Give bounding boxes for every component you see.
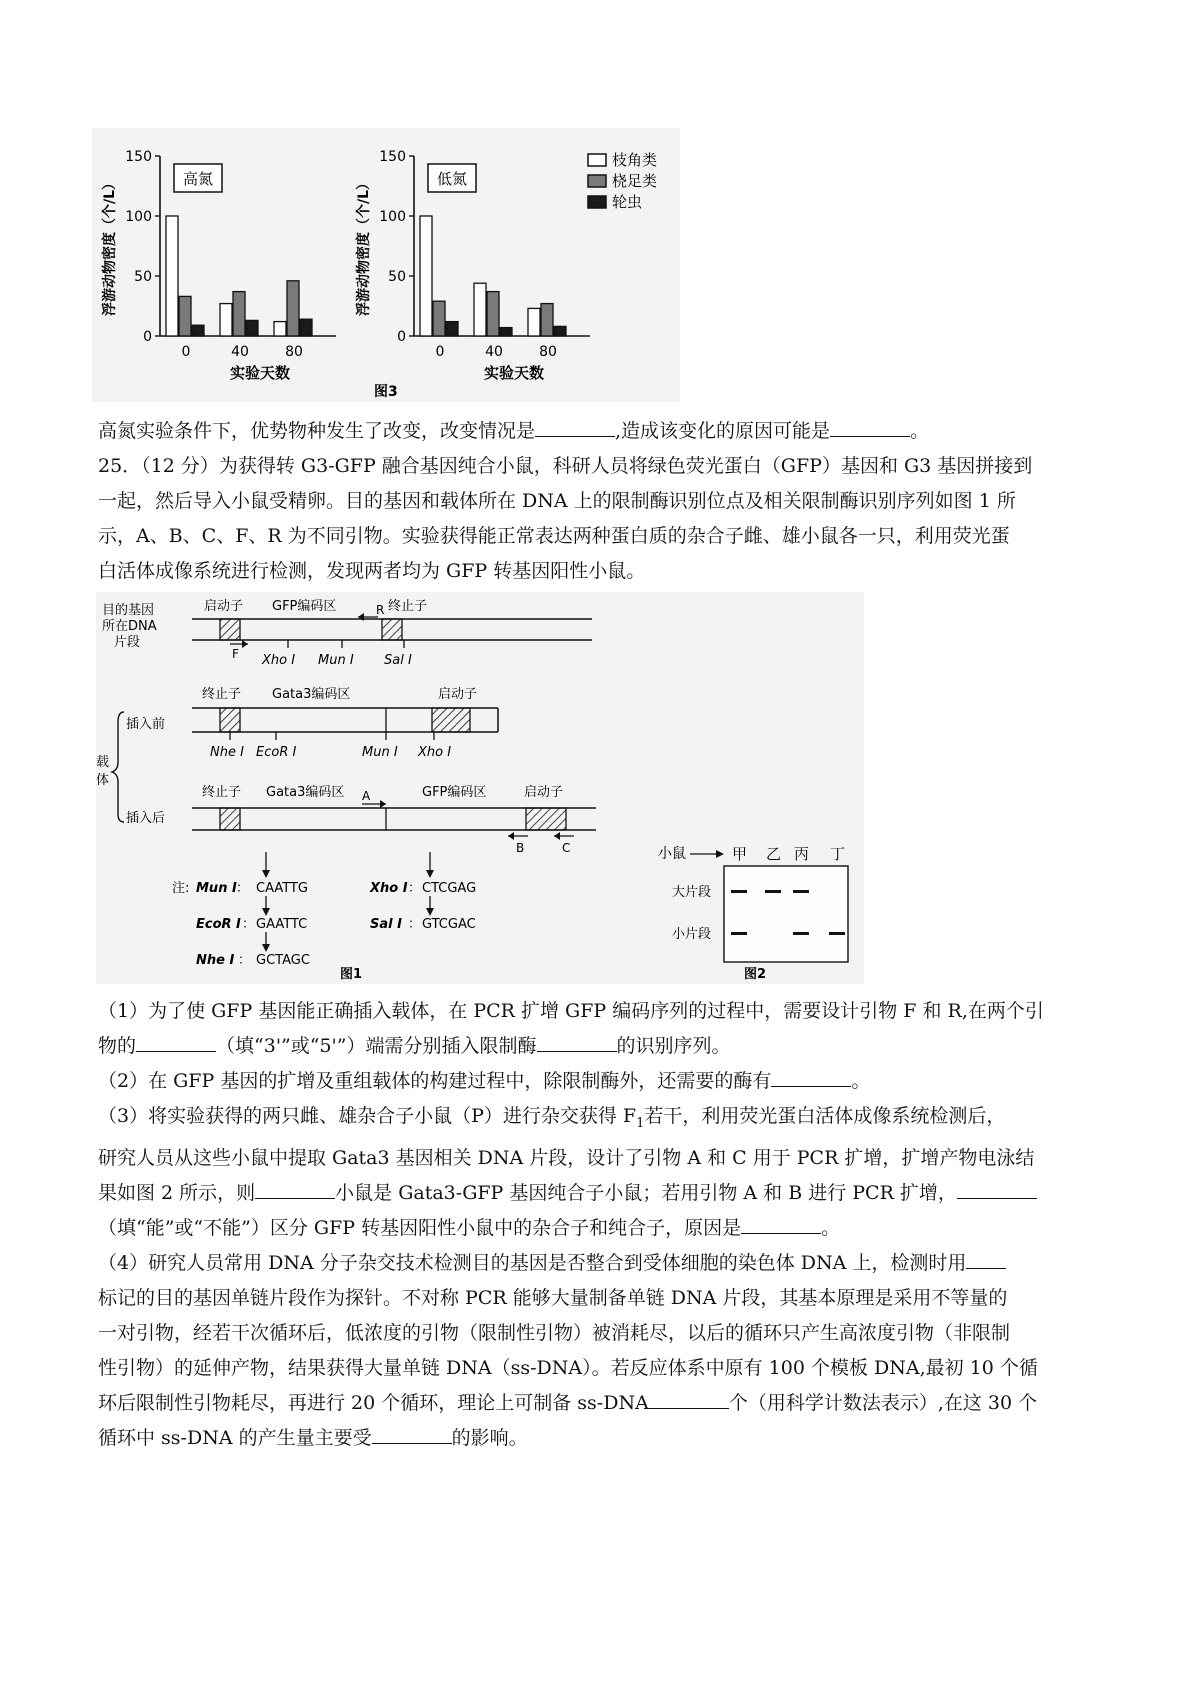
- q4-text: 标记的目的基因单链片段作为探针。不对称 PCR 能够大量制备单链 DNA 片段，其基本原理是采用不等量的: [98, 1286, 1008, 1309]
- terminator-label: 终止子: [202, 687, 242, 702]
- answer-blank[interactable]: [741, 1215, 821, 1234]
- q24-text-a: 高氮实验条件下，优势物种发生了改变，改变情况是: [98, 420, 536, 442]
- answer-blank[interactable]: [535, 418, 615, 437]
- y-tick-label: 100: [125, 209, 152, 225]
- q3-text: 果如图 2 所示，则: [98, 1181, 256, 1204]
- gel-band: [793, 932, 809, 935]
- promoter-label: 启动子: [204, 599, 244, 614]
- mouse-lane-3: 丙: [794, 845, 810, 863]
- q3-text: 小鼠是 Gata3-GFP 基因纯合子小鼠；若用引物 A 和 B 进行 PCR 扩增，: [335, 1181, 957, 1204]
- y-tick-label: 0: [397, 329, 406, 345]
- q3-text: 若干，利用荧光蛋白活体成像系统检测后，: [644, 1105, 1006, 1127]
- gata3-region-label: Gata3编码区: [266, 785, 345, 800]
- note-enzyme-nhe: Nhe Ⅰ: [196, 953, 235, 968]
- sequence-sal: GTCGAC: [422, 917, 476, 932]
- nhe-site-label: Nhe Ⅰ: [210, 745, 244, 760]
- sequence-eco: GAATTC: [256, 917, 308, 932]
- terminator-box: [220, 808, 240, 830]
- primer-r-arrow: [358, 613, 364, 621]
- terminator-box: [382, 619, 402, 640]
- promoter-box: [526, 808, 566, 830]
- sequence-mun: CAATTG: [256, 881, 308, 896]
- promoter-box: [432, 708, 470, 732]
- legend-swatch-3: [588, 196, 606, 208]
- x-axis-label: 实验天数: [229, 364, 291, 382]
- mouse-lane-1: 甲: [732, 845, 748, 863]
- question-25-intro: [98, 449, 1110, 589]
- terminator-label: 终止子: [388, 599, 428, 614]
- answer-blank[interactable]: [649, 1390, 729, 1409]
- answer-blank[interactable]: [136, 1033, 216, 1052]
- terminator-label: 终止子: [202, 785, 242, 800]
- mouse-lane-2: 乙: [766, 845, 782, 863]
- q1-text: （1）为了使 GFP 基因能正确插入载体，在 PCR 扩增 GFP 编码序列的过程中，需要设计引物 F 和 R,在两个引: [98, 1000, 1044, 1022]
- gel-band: [793, 890, 809, 893]
- bar: [474, 283, 486, 336]
- question-24-tail: [98, 414, 1110, 449]
- intro-line: 一起，然后导入小鼠受精卵。目的基因和载体所在 DNA 上的限制酶识别位点及相关限制酶识别序列如图 1 所: [98, 490, 1016, 512]
- chart-title: 低氮: [436, 170, 468, 188]
- promoter-label: 启动子: [438, 687, 478, 702]
- target-label-3: 片段: [114, 635, 141, 650]
- bar: [487, 292, 499, 336]
- bar: [220, 304, 232, 336]
- svg-text:：: ：: [408, 917, 422, 932]
- bar: [541, 304, 553, 336]
- gfp-region-label: GFP编码区: [422, 785, 487, 800]
- bar: [420, 216, 432, 336]
- mouse-label: 小鼠: [658, 846, 686, 862]
- vector-label-2: 体: [96, 773, 110, 788]
- q4-text: （4）研究人员常用 DNA 分子杂交技术检测目的基因是否整合到受体细胞的染色体 DNA 上，检测时用: [98, 1251, 967, 1274]
- intro-line: 25．（12 分）为获得转 G3-GFP 融合基因纯合小鼠，科研人员将绿色荧光蛋白（GFP）基因和 G3 基因拼接到: [98, 455, 1033, 477]
- legend: [588, 151, 657, 211]
- mun-site-label: Mun Ⅰ: [318, 653, 354, 668]
- figure-3: [92, 128, 680, 402]
- bar: [179, 296, 191, 336]
- legend-label-2: 桡足类: [612, 172, 658, 190]
- y-tick-label: 150: [379, 149, 406, 165]
- eco-site-label: EcoR Ⅰ: [256, 745, 297, 760]
- q1-text: （填“3'”或“5'”）端需分别插入限制酶: [216, 1035, 537, 1057]
- terminator-box: [220, 708, 240, 732]
- svg-text:：: ：: [242, 917, 256, 932]
- gel-band: [731, 890, 747, 893]
- x-tick-label: 0: [435, 344, 445, 360]
- primer-a-arrow: [380, 800, 386, 808]
- q4-text: 循环中 ss-DNA 的产生量主要受: [98, 1426, 372, 1449]
- mun-site-label: Mun Ⅰ: [362, 745, 398, 760]
- large-fragment-label: 大片段: [672, 885, 712, 900]
- primer-b-arrow: [508, 832, 514, 840]
- answer-blank[interactable]: [957, 1180, 1037, 1199]
- figure-1-caption: 图1: [340, 967, 363, 982]
- answer-blank[interactable]: [372, 1425, 452, 1444]
- promoter-label: 启动子: [524, 785, 564, 800]
- note-prefix: 注:: [172, 881, 190, 896]
- bar: [274, 322, 286, 336]
- q3-text: （填“能”或“不能”）区分 GFP 转基因阳性小鼠中的杂合子和纯合子，原因是: [98, 1216, 742, 1239]
- x-tick-label: 80: [539, 344, 557, 360]
- bar: [554, 326, 566, 336]
- q4-text: 一对引物，经若干次循环后，低浓度的引物（限制性引物）被消耗尽，以后的循环只产生高浓度引物（非限制: [98, 1321, 1011, 1344]
- legend-swatch-2: [588, 175, 606, 187]
- x-tick-label: 40: [485, 344, 503, 360]
- bar: [192, 325, 204, 336]
- legend-label-3: 轮虫: [612, 193, 643, 211]
- note-enzyme-sal: Sal Ⅰ: [370, 917, 402, 932]
- xho-site-label: Xho Ⅰ: [262, 653, 296, 668]
- target-label-1: 目的基因: [102, 603, 155, 618]
- vector-before: [126, 686, 498, 760]
- bar: [300, 319, 312, 336]
- question-25-subquestions: [98, 994, 1110, 1456]
- primer-r-label: R: [376, 603, 385, 617]
- q1-text: 的识别序列。: [616, 1035, 731, 1057]
- answer-blank[interactable]: [537, 1033, 617, 1052]
- target-gene-fragment: [102, 598, 592, 668]
- q4-text: 环后限制性引物耗尽，再进行 20 个循环，理论上可制备 ss-DNA: [98, 1391, 649, 1414]
- bar: [166, 216, 178, 336]
- y-axis-label: 浮游动物密度（个/L）: [356, 175, 372, 317]
- note-enzyme-eco: EcoR Ⅰ: [196, 917, 241, 932]
- svg-text:：: ：: [408, 881, 422, 896]
- y-tick-label: 50: [388, 269, 406, 285]
- x-tick-label: 40: [231, 344, 249, 360]
- chart-title: 高氮: [182, 170, 214, 188]
- intro-line: 白活体成像系统进行检测，发现两者均为 GFP 转基因阳性小鼠。: [98, 560, 646, 582]
- note-enzyme-xho: Xho Ⅰ: [370, 881, 408, 896]
- q2-text: （2）在 GFP 基因的扩增及重组载体的构建过程中，除限制酶外，还需要的酶有: [98, 1070, 772, 1092]
- q3-subscript: 1: [636, 1115, 645, 1131]
- legend-swatch-1: [588, 154, 606, 166]
- x-tick-label: 80: [285, 344, 303, 360]
- figure-3-caption: 图3: [374, 384, 398, 400]
- q4-text: 个（用科学计数法表示）,在这 30 个: [728, 1391, 1038, 1414]
- primer-b-label: B: [516, 841, 525, 855]
- q24-text-b: ,造成该变化的原因可能是: [615, 420, 831, 442]
- sequence-xho: CTCGAG: [422, 881, 477, 896]
- promoter-box: [220, 619, 240, 640]
- y-tick-label: 50: [134, 269, 152, 285]
- after-label: 插入后: [126, 811, 166, 826]
- q3-text: 研究人员从这些小鼠中提取 Gata3 基因相关 DNA 片段，设计了引物 A 和 C 用于 PCR 扩增，扩增产物电泳结: [98, 1146, 1035, 1169]
- bar: [233, 292, 245, 336]
- svg-text:：: ：: [236, 881, 250, 896]
- q4-text: 的影响。: [451, 1426, 528, 1449]
- primer-f-arrow: [242, 640, 248, 648]
- gata3-region-label: Gata3编码区: [272, 687, 351, 702]
- target-label-2: 所在DNA: [102, 619, 157, 634]
- bar: [287, 281, 299, 336]
- svg-text:：: ：: [238, 953, 252, 968]
- note-enzyme-mun: Mun Ⅰ: [196, 881, 237, 896]
- q4-text: 性引物）的延伸产物，结果获得大量单链 DNA（ss-DNA）。若反应体系中原有 100 个模板 DNA,最初 10 个循: [98, 1356, 1038, 1379]
- y-axis-label: 浮游动物密度（个/L）: [102, 175, 118, 317]
- gel-band: [765, 890, 781, 893]
- primer-c-label: C: [562, 841, 571, 855]
- y-tick-label: 0: [143, 329, 152, 345]
- gel-box: [724, 866, 848, 962]
- q24-text-c: 。: [910, 420, 930, 442]
- primer-c-arrow: [554, 832, 560, 840]
- x-axis-label: 实验天数: [483, 364, 545, 382]
- mouse-lane-4: 丁: [830, 845, 846, 863]
- primer-a-label: A: [362, 789, 371, 803]
- q2-text: 。: [851, 1070, 871, 1092]
- vector-after: [126, 784, 596, 855]
- q1-text: 物的: [98, 1035, 137, 1057]
- bar: [446, 322, 458, 336]
- figure-2-caption: 图2: [744, 967, 767, 982]
- y-tick-label: 100: [379, 209, 406, 225]
- answer-blank[interactable]: [255, 1180, 335, 1199]
- xho-site-label: Xho Ⅰ: [418, 745, 452, 760]
- figure-2: [658, 845, 848, 982]
- bar: [528, 308, 540, 336]
- bar: [246, 320, 258, 336]
- vector-label-1: 载: [96, 755, 110, 770]
- intro-line: 示，A、B、C、F、R 为不同引物。实验获得能正常表达两种蛋白质的杂合子雌、雄小鼠各一只，利用荧光蛋: [98, 525, 1010, 547]
- sal-site-label: Sal Ⅰ: [384, 653, 412, 668]
- primer-f-label: F: [232, 647, 239, 661]
- enzyme-notes: [172, 852, 476, 968]
- bar: [433, 301, 445, 336]
- answer-blank[interactable]: [966, 1250, 1006, 1269]
- q3-text: （3）将实验获得的两只雌、雄杂合子小鼠（P）进行杂交获得 F: [98, 1105, 637, 1127]
- x-tick-label: 0: [181, 344, 191, 360]
- small-fragment-label: 小片段: [672, 927, 712, 942]
- sequence-nhe: GCTAGC: [256, 953, 310, 968]
- answer-blank[interactable]: [771, 1068, 851, 1087]
- figure-1-2: [96, 592, 864, 984]
- bar: [500, 328, 512, 336]
- y-tick-label: 150: [125, 149, 152, 165]
- q3-text: 。: [821, 1216, 841, 1239]
- legend-label-1: 枝角类: [612, 151, 658, 169]
- gfp-region-label: GFP编码区: [272, 599, 337, 614]
- vector-brace: [96, 712, 124, 822]
- gel-band: [829, 932, 845, 935]
- answer-blank[interactable]: [830, 418, 910, 437]
- gel-band: [731, 932, 747, 935]
- before-label: 插入前: [126, 717, 166, 732]
